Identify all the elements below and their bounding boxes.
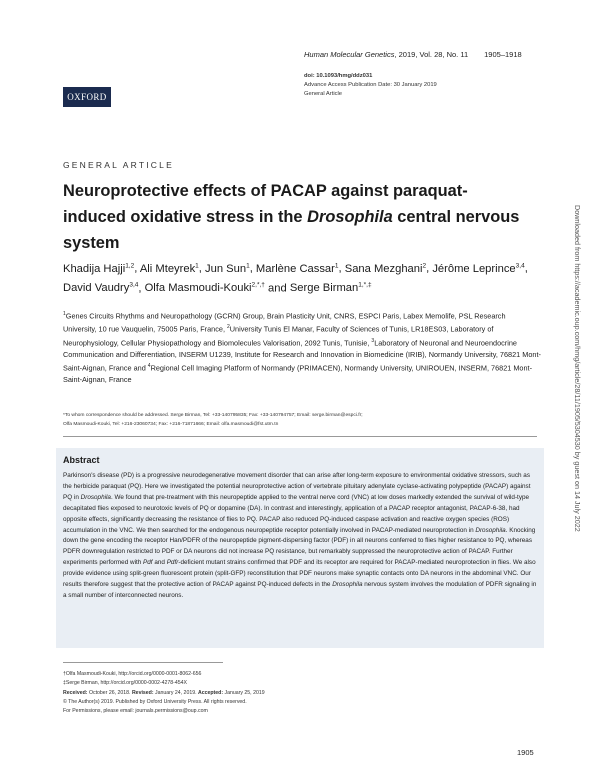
author: Serge Birman$^{1,*,\ddagger}$ (289, 281, 372, 295)
orcid-footnote[interactable]: ‡Serge Birman, http://orcid.org/0000-0002-4278-454X (63, 680, 188, 687)
authors-and: and (268, 282, 287, 295)
dates-line: Received: October 26, 2018. Revised: January 24, 2019. Accepted: January 25, 2019 (63, 689, 265, 696)
article-meta (304, 72, 437, 98)
permissions: For Permissions, please email: journals.permissions@oup.com (63, 708, 208, 715)
download-watermark: Downloaded from https://academic.oup.com/hmg/article/28/11/1905/5304530 by guest on 14 July 2022 (573, 205, 582, 532)
author: Jun Sun$^1$ (205, 262, 250, 275)
advance-access-date: Advance Access Publication Date: 30 January 2019 (304, 81, 437, 88)
title-part1: Neuroprotective effects of PACAP against paraquat-induced oxidative stress in the (63, 182, 468, 226)
affiliations: $^1$Genes Circuits Rhythms and Neuropathology (GCRN) Group, Brain Plasticity Unit, CNRS, ESPCI Paris, Labex Memolife, PSL Research University, 10 rue Vauquelin, 75005 Paris, France, $^2$University Tunis El Manar, Faculty of Sciences of Tunis, LR18ES03, Laboratory of Neurophysiology, Cellular Physiopathology and Biomolecules Valorisation, 2092 Tunis, Tunisie, $^3$Laboratory of Neuronal and Neuroendocrine Communication and Differentiation, INSERM U1239, Institute for Research and Innovation in Biomedicine (IRIB), Normandy University, 76821 Mont-Saint-Aignan, France and $^4$Regional Cell Imaging Platform of Normandy (PRIMACEN), Normandy University, UNIROUEN, INSERM, 76821 Mont-Saint-Aignan, France (63, 311, 541, 385)
correspondence-line: Olfa Masmoudi-Kouki, Tel: +216-23060734; Fax: +216-71871666; Email: olfa.masmoudi@fst.utm.tn (63, 421, 279, 427)
oxford-logo (63, 87, 111, 107)
page-range: 1905–1918 (484, 50, 522, 59)
doi[interactable]: doi: 10.1093/hmg/ddz031 (304, 73, 373, 79)
abstract-heading: Abstract (63, 455, 100, 465)
page-number: 1905 (517, 748, 534, 757)
affiliation: Genes Circuits Rhythms and Neuropathology (GCRN) Group, Brain Plasticity Unit, CNRS, ESPCI Paris, Labex Memolife, PSL Research University, 10 rue Vauquelin, 75005 Paris, France, (63, 311, 506, 334)
divider (63, 436, 537, 437)
correspondence-line: *To whom correspondence should be addressed. Serge Birman, Tel: +33-140795835; Fax: +33-140794757; Email: serge.birman@espci.fr; (63, 413, 363, 418)
author: Ali Mteyrek$^1$ (139, 262, 199, 275)
journal-name: Human Molecular Genetics (304, 50, 395, 59)
author: Marlène Cassar$^1$ (255, 262, 339, 275)
copyright: © The Author(s) 2019. Published by Oxford University Press. All rights reserved. (63, 698, 247, 705)
correspondence (63, 412, 533, 429)
footnote-divider (63, 662, 223, 663)
affiliation: Laboratory of Neuronal and Neuroendocrine Communication and Differentiation, INSERM U1239, Institute for Research and Innovation in Biomedicine (IRIB), Normandy University, 76821 Mont-Saint-Aignan, France and (63, 338, 541, 373)
orcid-footnote[interactable]: †Olfa Masmoudi-Kouki, http://orcid.org/0000-0001-8062-656 (63, 671, 202, 677)
author: Olfa Masmoudi-Kouki$^{2,*,\dagger}$ (144, 281, 265, 295)
affiliation: Regional Cell Imaging Platform of Normandy (PRIMACEN), Normandy University, UNIROUEN, INSERM, 76821 Mont-Saint-Aignan, France (63, 363, 533, 385)
author: Sana Mezghani$^2$ (344, 262, 427, 275)
journal-citation (304, 50, 522, 59)
logo-text: OXFORD (67, 92, 107, 102)
author: David Vaudry$^{3,4}$ (63, 281, 139, 295)
author-list: Khadija Hajji$^{1,2}$, Ali Mteyrek$^1$, Jun Sun$^1$, Marlène Cassar$^1$, Sana Mezghani$^2$, Jérôme Leprince$^{3,4}$, David Vaudry$^{3,4}$, Olfa Masmoudi-Kouki$^{2,*,\dagger}$ and Serge Birman$^{1,*,\ddagger}$ (63, 262, 528, 295)
article-type: General Article (304, 90, 343, 97)
journal-volume: , 2019, Vol. 28, No. 11 (394, 50, 469, 59)
title-part2: central nervous system (63, 208, 520, 252)
footnotes (63, 670, 533, 716)
title-italic: Drosophila (307, 208, 393, 226)
section-label: GENERAL ARTICLE (63, 160, 174, 170)
abstract-text: Parkinson's disease (PD) is a progressive neurodegenerative movement disorder that can arise after long-term exposure to environmental oxidative stressors, such as the herbicide paraquat (PQ). Here we investigated the potential neuroprotective action of vertebrate pituitary adenylate cyclase-activating polypeptide (PACAP) against PQ in Drosophila. We found that pre-treatment with this neuropeptide applied to the ventral nerve cord (VNC) at low doses markedly extended the survival of wild-type decapitated flies exposed to neurotoxic levels of PQ or dopamine (DA). In contrast and interestingly, application of a PACAP receptor antagonist, PACAP-6-38, had opposite effects, significantly decreasing the resistance of flies to PQ. PACAP also reduced PQ-induced caspase activation and reactive oxygen species (ROS) accumulation in the VNC. We then searched for the endogenous neuropeptide receptor potentially involved in PACAP-mediated neuroprotection in Drosophila. Knocking down the gene encoding the receptor Han/PDFR of the neuropeptide pigment-dispersing factor (PDF) in all neurons conferred to flies higher resistance to PQ, whereas PDFR downregulation restricted to PDF or DA neurons did not increase PQ resistance, but remarkably suppressed the neuroprotective action of PACAP. Further experiments performed with Pdf and Pdfr-deficient mutant strains confirmed that PDF and its receptor are required for PACAP-mediated neuroprotection in flies. We also provide evidence using split-green fluorescent protein (split-GFP) reconstitution that PDF neurons make synaptic contacts onto DA neurons in the abdominal VNC. Our results therefore suggest that the protective action of PACAP against PQ-induced defects in the Drosophila nervous system involves the modulation of PDFR signaling in a small number of interconnected neurons. (63, 472, 537, 599)
author: Jérôme Leprince$^{3,4}$ (432, 262, 525, 275)
author: Khadija Hajji$^{1,2}$ (63, 262, 135, 275)
article-title (63, 178, 523, 256)
affiliation: University Tunis El Manar, Faculty of Sciences of Tunis, LR18ES03, Laboratory of Neurophysiology, Cellular Physiopathology and Biomolecules Valorisation, 2092 Tunis, Tunisie, (63, 324, 494, 348)
